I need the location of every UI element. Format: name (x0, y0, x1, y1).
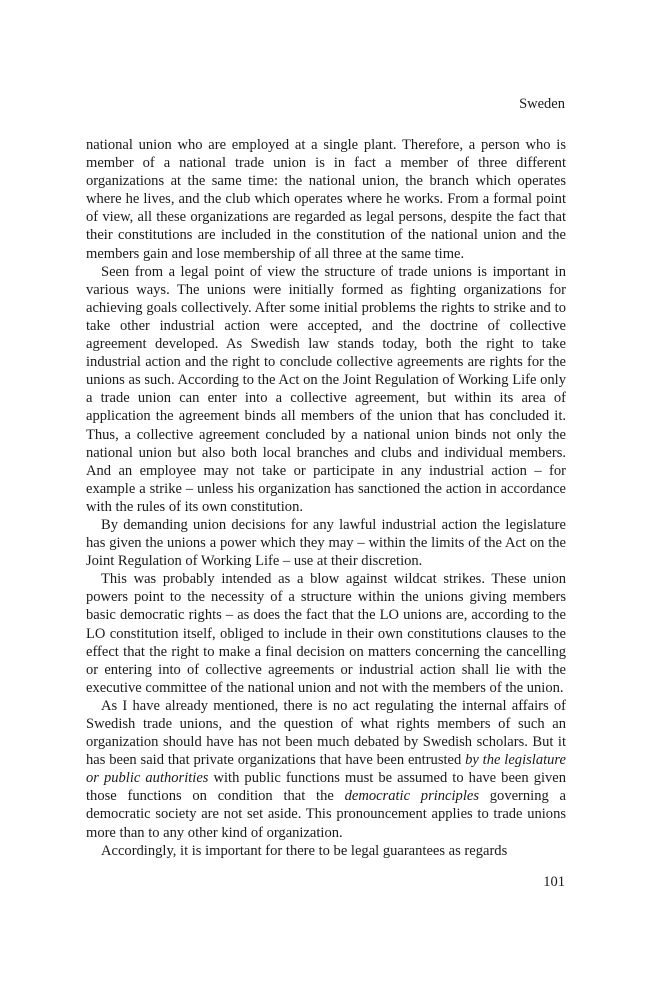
paragraph-p1 (86, 136, 566, 263)
text-run: governing a democratic society are not set aside. This pronouncement applies to trade unions more than to any other kind of organization. (86, 788, 566, 841)
running-head: Sweden (519, 96, 565, 112)
paragraph-p2 (86, 263, 566, 516)
text-run: with public functions must be assumed to have been given those functions on condition that the (86, 770, 567, 805)
paragraph-p6 (86, 842, 566, 860)
paragraph-p4 (86, 570, 566, 697)
text-run: Seen from a legal point of view the structure of trade unions is important in various ways. The unions were initially formed as fighting organizations for achieving goals collectively. After some initial problems the rights to strike and to take other industrial action were accepted, and the doctrine of collective agreement developed. As Swedish law stands today, both the right to take industrial action and the right to conclude collective agreements are rights for the unions as such. According to the Act on the Joint Regulation of Working Life only a trade union can enter into a collective agreement, but within its area of application the agreement binds all members of the union that has concluded it. Thus, a collective agreement concluded by a national union binds not only the national union but also both local branches and clubs and individual members. And an employee may not take or participate in any industrial action – for example a strike – unless his organization has sanctioned the action in accordance with the rules of its own constitution. (86, 263, 566, 515)
text-run: As I have already mentioned, there is no act regulating the internal affairs of Swedish trade unions, and the question of what rights members of such an organization should have has not been much debated by Swedish scholars. But it has been said that private organizations that have been entrusted (86, 697, 566, 769)
italic-run: by the legislature or public authorities (86, 752, 566, 787)
text-run: By demanding union decisions for any lawful industrial action the legislature has given the unions a power which they may – within the limits of the Act on the Joint Regulation of Working Life – use at their discretion. (86, 516, 566, 570)
text-run: Accordingly, it is important for there to be legal guarantees as regards (101, 842, 508, 859)
text-run: This was probably intended as a blow against wildcat strikes. These union powers point to the necessity of a structure within the unions giving members basic democratic rights – as does the fact that the LO unions are, according to the LO constitution itself, obliged to include in their own constitutions clauses to the effect that the right to make a final decision on matters concerning the cancelling or entering into of collective agreements or industrial action shall lie with the executive committee of the national union and not with the members of the union. (86, 571, 566, 696)
text-run: national union who are employed at a single plant. Therefore, a person who is member of a national trade union is in fact a member of three different organizations at the same time: the national union, the branch which operates where he lives, and the club which operates where he works. From a formal point of view, all these organizations are regarded as legal persons, despite the fact that their constitutions are included in the constitution of the national union and the members gain and lose membership of all three at the same time. (86, 137, 566, 262)
paragraph-p3 (86, 516, 566, 570)
body-text (86, 136, 566, 860)
page-number: 101 (543, 874, 565, 890)
italic-run: democratic principles (344, 788, 479, 805)
paragraph-p5 (86, 697, 566, 842)
